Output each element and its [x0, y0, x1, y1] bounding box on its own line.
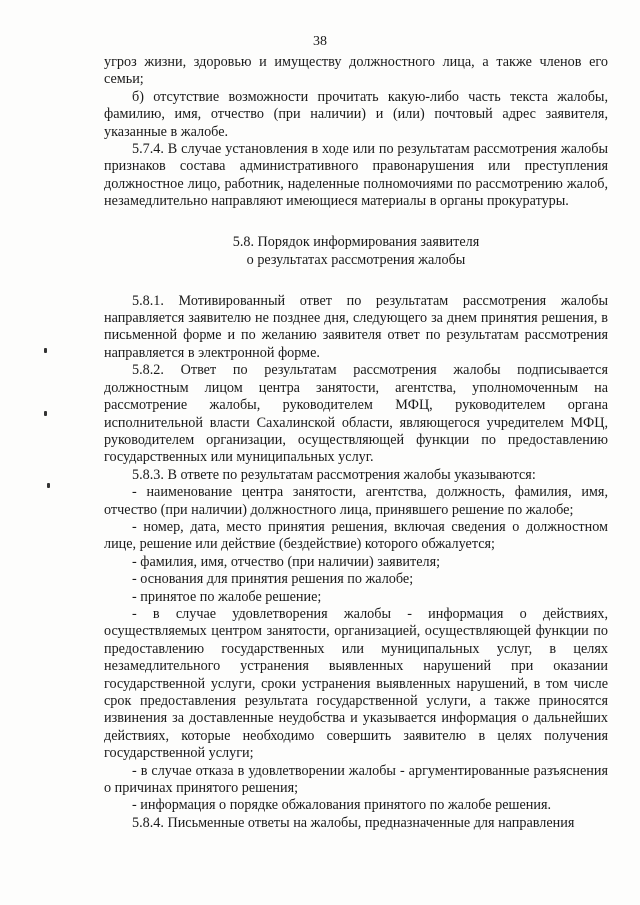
page-number: 38 — [313, 34, 327, 49]
paragraph: 5.8.1. Мотивированный ответ по результатам рассмотрения жалобы направляется заявителю не позднее дня, следующего за днем принятия решения, в письменной форме и по желанию заявителя ответ по результатам рассмотрения направляется в электронной форме. — [104, 292, 608, 361]
text-block-top — [104, 54, 608, 211]
paragraph: 5.8.4. Письменные ответы на жалобы, предназначенные для направления — [132, 814, 575, 831]
paragraph: угроз жизни, здоровью и имуществу должностного лица, а также членов его семьи; — [104, 54, 608, 88]
paragraph: - в случае отказа в удовлетворении жалобы - аргументированные разъяснения о причинах принятого решения; — [104, 762, 608, 797]
paragraph: - информация о порядке обжалования принятого по жалобе решения. — [132, 797, 552, 814]
paragraph: - основания для принятия решения по жалобе; — [132, 571, 414, 588]
section-heading-line-1: 5.8. Порядок информирования заявителя — [232, 233, 480, 250]
scan-mark — [44, 348, 47, 353]
document-body — [104, 54, 608, 832]
scan-mark — [44, 411, 47, 416]
paragraph: б) отсутствие возможности прочитать какую-либо часть текста жалобы, фамилию, имя, отчество (при наличии) и (или) почтовый адрес заявителя, указанные в жалобе. — [104, 88, 608, 140]
paragraph: - фамилия, имя, отчество (при наличии) заявителя; — [132, 553, 441, 570]
paragraph: 5.8.2. Ответ по результатам рассмотрения жалобы подписывается должностным лицом центра занятости, агентства, уполномоченным на рассмотрение жалобы, руководителем МФЦ, руководителем органа исполнительной власти Сахалинской области, являющегося учредителем МФЦ, руководителем организации, осуществляющей функции по предоставлению государственных или муниципальных услуг. — [104, 362, 608, 466]
section-heading — [104, 233, 608, 269]
scan-mark — [47, 483, 50, 488]
paragraph: - в случае удовлетворения жалобы - информация о действиях, осуществляемых центром занятости, организацией, осуществляющей функции по предоставлению государственных или муниципальных услуг, в целях незамедлительного устранения выявленных нарушений при оказании государственной услуги, сроки устранения выявленных нарушений, в том числе срок предоставления результата государственной услуги, а также приносятся извинения за доставленные неудобства и указывается информация о дальнейших действиях, которые необходимо совершить заявителю в целях получения государственной услуги; — [104, 605, 608, 762]
paragraph: 5.7.4. В случае установления в ходе или по результатам рассмотрения жалобы признаков состава административного правонарушения или преступления должностное лицо, работник, наделенные полномочиями по рассмотрению жалоб, незамедлительно направляют имеющиеся материалы в органы прокуратуры. — [104, 141, 608, 210]
paragraph: - номер, дата, место принятия решения, включая сведения о должностном лице, решение или действие (бездействие) которого обжалуется; — [104, 518, 608, 553]
section-heading-line-2: о результатах рассмотрения жалобы — [246, 251, 466, 268]
paragraph: 5.8.3. В ответе по результатам рассмотрения жалобы указываются: — [132, 466, 536, 483]
paragraph: - принятое по жалобе решение; — [132, 588, 322, 605]
text-block-bottom — [104, 293, 608, 833]
paragraph: - наименование центра занятости, агентства, должность, фамилия, имя, отчество (при наличии) должностного лица, принявшего решение по жалобе; — [104, 484, 608, 518]
